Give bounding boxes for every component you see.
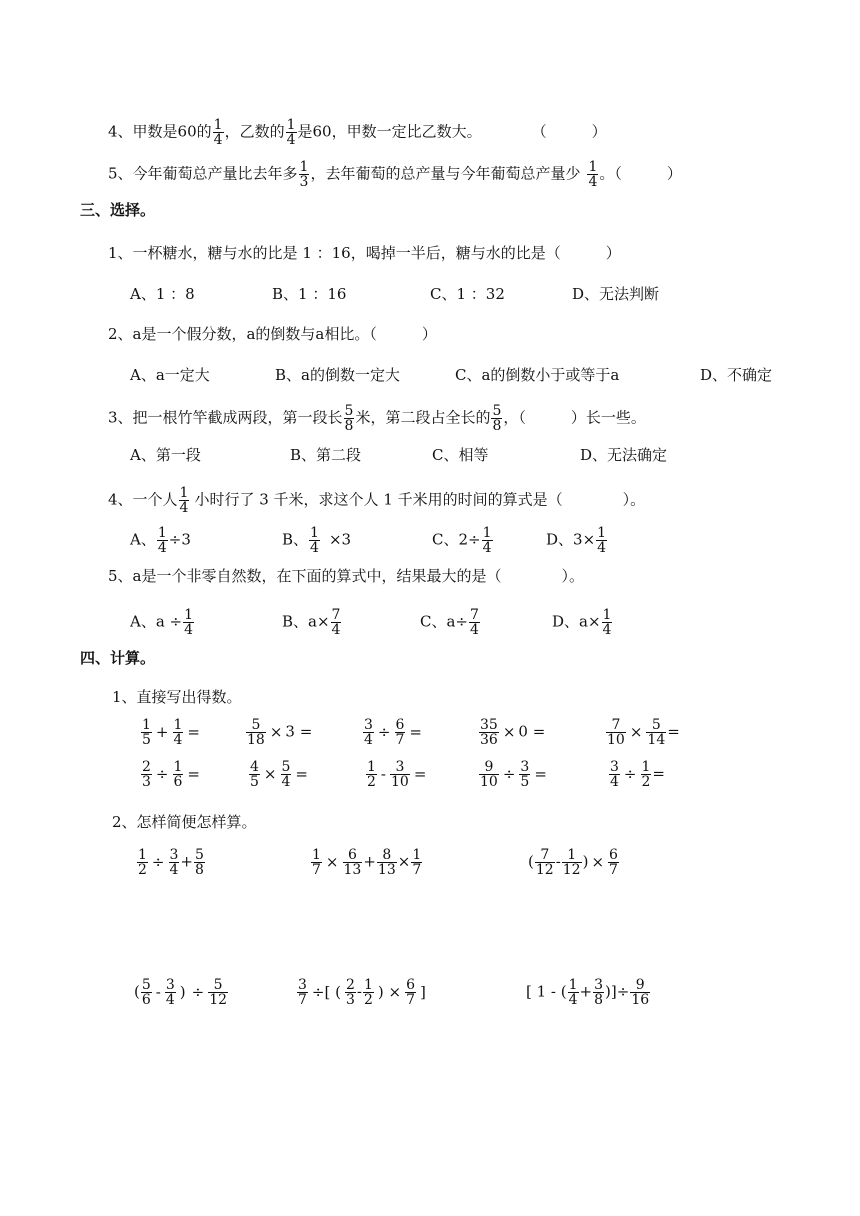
choice-q4-b[interactable]: B、 $\frac{1}{4}$ ×3: [282, 525, 352, 556]
choice-q5-d[interactable]: D、a× $\frac{1}{4}$: [552, 607, 612, 638]
choice-q1-d[interactable]: D、无法判断: [572, 285, 660, 303]
judge-q5: 5、今年葡萄总产量比去年多 $\frac{1}{3}$ ，去年葡萄的总产量与今年葡萄总产量少 $\frac{1}{4}$ 。（ ）: [108, 159, 682, 190]
calc-expression: $\frac{1}{7}$ × $\frac{6}{13}$ + $\frac{8}{13}$ × $\frac{1}{7}$: [312, 847, 422, 878]
choice-q5-b[interactable]: B、a× $\frac{7}{4}$: [282, 607, 341, 638]
choice-q2-d[interactable]: D、不确定: [700, 366, 773, 384]
oral-item: $\frac{9}{10}$ ÷ $\frac{3}{5}$ =: [480, 759, 547, 790]
choice-q1-c[interactable]: C、1 ：32: [430, 285, 505, 303]
fraction: $\frac{1}{4}$: [310, 525, 319, 556]
fraction: $\frac{7}{4}$: [470, 607, 479, 638]
fraction: $\frac{1}{4}$: [213, 117, 223, 148]
oral-item: $\frac{1}{5}$ + $\frac{1}{4}$ =: [142, 717, 200, 748]
choice-q5-a[interactable]: A、a ÷ $\frac{1}{4}$: [130, 607, 194, 638]
choice-q5-stem: 5、a是一个非零自然数，在下面的算式中，结果最大的是（ ）。: [108, 567, 584, 585]
choice-q3-d[interactable]: D、无法确定: [580, 446, 668, 464]
calc-part1-title: 1、直接写出得数。: [112, 688, 242, 706]
section-title-calc: 四、计算。: [80, 649, 156, 667]
judge-q4: 4、甲数是60的 $\frac{1}{4}$ ，乙数的 $\frac{1}{4}$ 是60，甲数一定比乙数大。 （ ）: [108, 117, 607, 148]
choice-q3-c[interactable]: C、相等: [432, 446, 489, 464]
fraction: $\frac{7}{4}$: [331, 607, 341, 638]
choice-q5-c[interactable]: C、a÷ $\frac{7}{4}$: [420, 607, 479, 638]
choice-q3-a[interactable]: A、第一段: [130, 446, 201, 464]
calc-expression: $\frac{3}{7}$ ÷[ ( $\frac{2}{3}$ - $\frac{1}{2}$ ) × $\frac{6}{7}$ ]: [298, 977, 426, 1008]
oral-item: $\frac{3}{4}$ ÷ $\frac{6}{7}$ =: [364, 717, 422, 748]
choice-q4-a[interactable]: A、 $\frac{1}{4}$ ÷3: [130, 525, 191, 556]
choice-q2-stem: 2、a是一个假分数，a的倒数与a相比。（ ）: [108, 325, 437, 343]
calc-part2-title: 2、怎样简便怎样算。: [112, 813, 257, 831]
oral-item: $\frac{2}{3}$ ÷ $\frac{1}{6}$ =: [142, 759, 200, 790]
fraction: $\frac{1}{4}$: [597, 525, 607, 556]
calc-expression: ( $\frac{5}{6}$ - $\frac{3}{4}$ ) ÷ $\frac{5}{12}$: [134, 977, 228, 1008]
fraction: $\frac{1}{3}$: [299, 159, 309, 190]
choice-q3-b[interactable]: B、第二段: [290, 446, 362, 464]
choice-q1-a[interactable]: A、1 ：8: [130, 285, 195, 303]
fraction: $\frac{1}{4}$: [588, 159, 598, 190]
section-title-choice: 三、选择。: [80, 201, 156, 219]
choice-q1-stem: 1、一杯糖水，糖与水的比是 1 ：16，喝掉一半后，糖与水的比是（ ）: [108, 244, 621, 262]
calc-expression: [ 1 - ( $\frac{1}{4}$ + $\frac{3}{8}$ )]÷ $\frac{9}{16}$: [526, 977, 650, 1008]
answer-blank[interactable]: （ ）: [531, 122, 607, 141]
calc-expression: $\frac{1}{2}$ ÷ $\frac{3}{4}$ + $\frac{5}{8}$: [138, 847, 204, 878]
fraction: $\frac{1}{4}$: [482, 525, 492, 556]
oral-item: $\frac{35}{36}$ × 0 =: [480, 717, 546, 748]
choice-q2-a[interactable]: A、a一定大: [130, 366, 210, 384]
choice-q2-b[interactable]: B、a的倒数一定大: [275, 366, 400, 384]
oral-item: $\frac{7}{10}$ × $\frac{5}{14}$ =: [607, 717, 680, 748]
fraction: $\frac{1}{4}$: [179, 485, 189, 516]
fraction: $\frac{1}{4}$: [184, 607, 194, 638]
choice-q1-b[interactable]: B、1 ：16: [272, 285, 347, 303]
calc-expression: ( $\frac{7}{12}$ - $\frac{1}{12}$ ) × $\frac{6}{7}$: [528, 847, 618, 878]
fraction: $\frac{1}{4}$: [157, 525, 167, 556]
choice-q4-stem: 4、一个人 $\frac{1}{4}$ 小时行了 3 千米，求这个人 1 千米用的时间的算式是（ ）。: [108, 485, 646, 516]
fraction: $\frac{1}{4}$: [286, 117, 296, 148]
choice-q2-c[interactable]: C、a的倒数小于或等于a: [455, 366, 620, 384]
oral-item: $\frac{5}{18}$ × 3 =: [247, 717, 313, 748]
fraction: $\frac{5}{8}$: [344, 403, 354, 434]
fraction: $\frac{1}{4}$: [602, 607, 612, 638]
choice-q3-stem: 3、把一根竹竿截成两段，第一段长 $\frac{5}{8}$ 米，第二段占全长的 $\frac{5}{8}$ ，（ ）长一些。: [108, 403, 646, 434]
oral-item: $\frac{4}{5}$ × $\frac{5}{4}$ =: [250, 759, 308, 790]
fraction: $\frac{5}{8}$: [492, 403, 502, 434]
choice-q4-d[interactable]: D、3× $\frac{1}{4}$: [546, 525, 607, 556]
oral-item: $\frac{3}{4}$ ÷ $\frac{1}{2}$ =: [610, 759, 665, 790]
oral-item: $\frac{1}{2}$ - $\frac{3}{10}$ =: [367, 759, 427, 790]
choice-q4-c[interactable]: C、2÷ $\frac{1}{4}$: [432, 525, 492, 556]
